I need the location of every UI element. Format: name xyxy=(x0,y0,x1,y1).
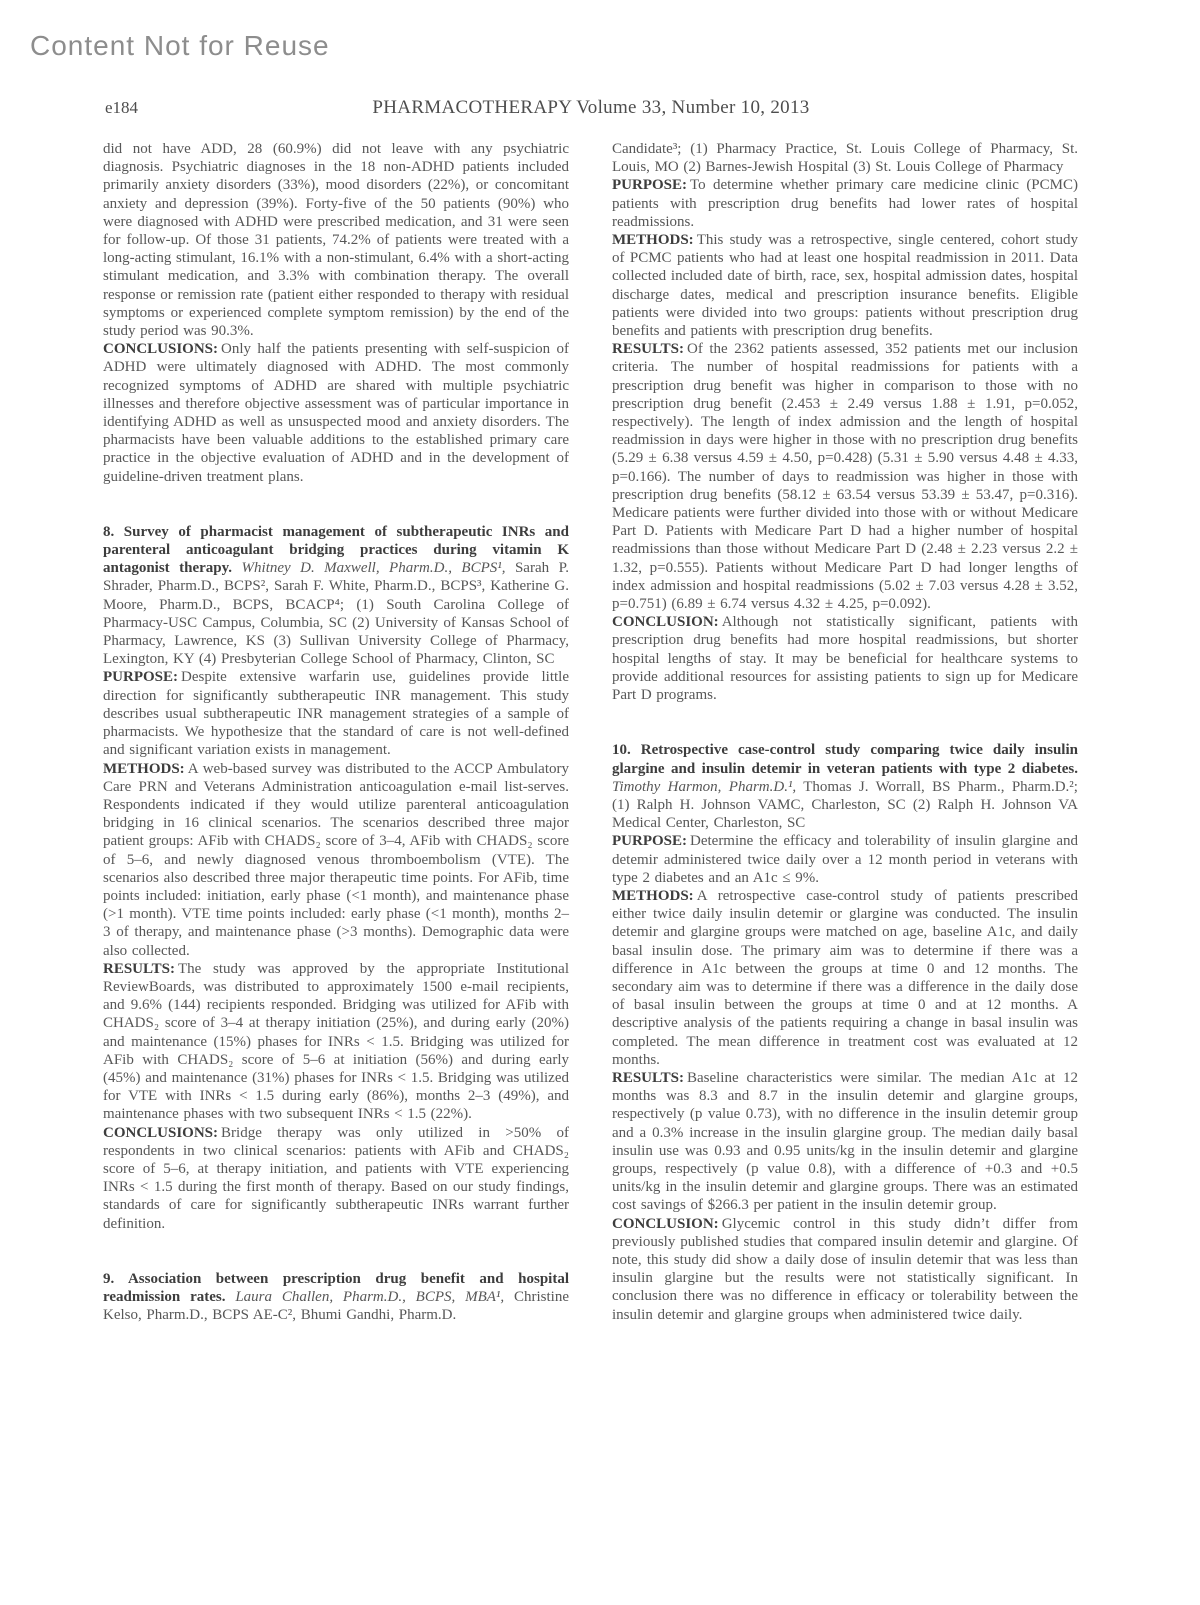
abstract9-affiliations: (1) Pharmacy Practice, St. Louis College of Pharmacy, St. Louis, MO (2) Barnes-Jewish Hospital (3) St. Louis College of Pharmacy xyxy=(612,141,1078,176)
conclusions-text: Bridge therapy was only utilized in >50% of respondents in two clinical scenarios: patients with AFib and CHADS₂ score of 5–6, at therapy initiation, and patients with VTE experiencing INRs < 1.5 during the first month of therapy. Based on our study findings, standards of care for significantly subtherapeutic INRs warrant further definition. xyxy=(103,1124,569,1232)
methods-label: METHODS: xyxy=(612,232,694,249)
abstract9-heading-continuation xyxy=(612,140,1078,176)
purpose-label: PURPOSE: xyxy=(103,669,178,686)
abstract7-conclusions-paragraph xyxy=(103,340,569,486)
abstract10-conclusion-paragraph xyxy=(612,1215,1078,1324)
abstract8-first-author: Whitney D. Maxwell, Pharm.D., BCPS¹, xyxy=(241,560,506,577)
purpose-text: Despite extensive warfarin use, guidelines provide little direction for significantly subtherapeutic INR management. This study describes usual subtherapeutic INR management strategies of a sample of pharmacists. We hypothesize that the standard of care is not well-defined and significant variation exists in management. xyxy=(103,669,569,759)
abstract10-first-author: Timothy Harmon, Pharm.D.¹, xyxy=(612,778,797,795)
results-label: RESULTS: xyxy=(612,341,684,358)
abstract8-other-authors: Sarah P. Shrader, Pharm.D., BCPS², Sarah F. White, Pharm.D., BCPS³, Katherine G. Moore, Pharm.D., BCPS, BCACP⁴; xyxy=(103,560,570,613)
purpose-text: Determine the efficacy and tolerability of insulin glargine and detemir administered twice daily over a 12 month period in veterans with type 2 diabetes and an A1c ≤ 9%. xyxy=(612,833,1078,886)
purpose-label: PURPOSE: xyxy=(612,833,687,850)
abstract8-affiliations: (1) South Carolina College of Pharmacy-USC Campus, Columbia, SC (2) University of Kansas School of Pharmacy, Lawrence, KS (3) Sullivan University College of Pharmacy, Lexington, KY (4) Presbyterian College School of Pharmacy, Clinton, SC xyxy=(103,596,570,668)
results-text: Baseline characteristics were similar. The median A1c at 12 months was 8.3 and 8.7 in the insulin detemir and glargine groups, respectively (p value 0.73), with no difference in the insulin detemir group and a 0.3% increase in the insulin glargine group. The median daily basal insulin use was 0.93 and 0.95 units/kg in the insulin detemir and glargine groups, respectively (p value 0.8), with a difference of +0.3 and +0.5 units/kg in the insulin detemir and glargine groups. There was an estimated cost savings of $266.3 per patient in the insulin detemir group. xyxy=(612,1069,1078,1214)
abstract10-methods-paragraph xyxy=(612,887,1078,1069)
abstract10-affiliations: (1) Ralph H. Johnson VAMC, Charleston, SC (2) Ralph H. Johnson VA Medical Center, Charleston, SC xyxy=(612,796,1078,832)
conclusion-text: Although not statistically significant, patients with prescription drug benefits had more hospital readmissions, but shorter hospital lengths of stay. It may be beneficial for healthcare systems to provide additional resources for assisting patients to sign up for Medicare Part D programs. xyxy=(612,614,1078,704)
abstract7-continuation-paragraph: did not have ADD, 28 (60.9%) did not leave with any psychiatric diagnosis. Psychiatric diagnoses in the 18 non-ADHD patients included primarily anxiety disorders (33%), mood disorders (22%), or concomitant anxiety and depression (39%). Forty-five of the 50 patients (90%) who were diagnosed with ADHD were prescribed medication, and 31 were seen for follow-up. Of those 31 patients, 74.2% of patients were treated with a long-acting stimulant, 16.1% with a non-stimulant, 6.4% with a short-acting stimulant medication, and 3.3% with combination therapy. The overall response or remission rate (patient either responded to therapy with residual symptoms or experienced complete symptom remission) by the end of the study period was 90.3%. xyxy=(103,141,569,340)
conclusions-text: Only half the patients presenting with self-suspicion of ADHD were ultimately diagnosed with ADHD. The most commonly recognized symptoms of ADHD are shared with multiple psychiatric illnesses and therefore objective assessment was of particular importance in identifying ADHD as well as unsuspected mood and anxiety disorders. The pharmacists have been valuable additions to the established primary care practice in the objective evaluation of ADHD and in the development of guideline-driven treatment plans. xyxy=(103,341,569,485)
abstract9-title: 9. Association between prescription drug benefit and hospital readmission rates. xyxy=(103,1270,569,1305)
abstract9-heading xyxy=(103,1270,569,1325)
abstract8-conclusions-paragraph xyxy=(103,1124,569,1233)
abstract9-other-authors: Christine Kelso, Pharm.D., BCPS AE-C², Bhumi Gandhi, Pharm.D. xyxy=(103,1288,569,1324)
results-text: The study was approved by the appropriate Institutional ReviewBoards, was distributed to approximately 1500 e-mail recipients, and 9.6% (144) recipients responded. Bridging was utilized for AFib with CHADS₂ score of 3–4 at therapy initiation (25%), and during early (20%) and maintenance (15%) phases for INRs < 1.5. Bridging was utilized for AFib with CHADS₂ score of 5–6 at initiation (56%) and during early (45%) and maintenance (31%) phases for INRs < 1.5. Bridging was utilized for VTE with INRs < 1.5 during early (86%), months 2–3 (49%), and maintenance phases with two subsequent INRs < 1.5 (22%). xyxy=(103,960,569,1123)
abstract10-purpose-paragraph xyxy=(612,832,1078,887)
page-header xyxy=(103,97,1079,119)
abstract9-results-paragraph xyxy=(612,340,1078,613)
watermark-text: Content Not for Reuse xyxy=(30,30,330,61)
purpose-text: To determine whether primary care medicine clinic (PCMC) patients with prescription drug benefits had lower rates of hospital readmissions. xyxy=(612,177,1078,230)
two-column-body xyxy=(103,140,1078,1324)
methods-text: This study was a retrospective, single centered, cohort study of PCMC patients who had at least one hospital readmission in 2011. Data collected included date of birth, race, sex, hospital admission dates, hospital discharge dates, medical and prescription insurance benefits. Eligible patients were divided into two groups: patients without prescription drug benefits and patients with prescription drug benefits. xyxy=(612,232,1078,340)
abstract10-other-authors: Thomas J. Worrall, BS Pharm., Pharm.D.²; xyxy=(803,778,1078,795)
page-number: e184 xyxy=(105,98,139,117)
right-column xyxy=(612,140,1078,1324)
abstract10-heading xyxy=(612,741,1078,832)
conclusions-label: CONCLUSIONS: xyxy=(103,1124,219,1141)
results-label: RESULTS: xyxy=(612,1069,684,1086)
conclusions-label: CONCLUSIONS: xyxy=(103,341,219,358)
conclusion-label: CONCLUSION: xyxy=(612,1215,719,1232)
abstract8-purpose-paragraph xyxy=(103,668,569,759)
abstract9-methods-paragraph xyxy=(612,231,1078,340)
abstract10-title: 10. Retrospective case-control study comparing twice daily insulin glargine and insulin detemir in veteran patients with type 2 diabetes. xyxy=(612,742,1078,777)
conclusion-label: CONCLUSION: xyxy=(612,614,719,631)
journal-title-line: PHARMACOTHERAPY Volume 33, Number 10, 2013 xyxy=(372,97,810,118)
results-label: RESULTS: xyxy=(103,960,175,977)
abstract10-results-paragraph xyxy=(612,1069,1078,1215)
results-text: Of the 2362 patients assessed, 352 patients met our inclusion criteria. The number of hospital readmissions for patients with a prescription drug benefit was higher in comparison to those with no prescription drug benefit (2.453 ± 2.49 versus 1.88 ± 1.91, p=0.052, respectively). The length of index admission and the length of hospital readmission in days were higher in those with no prescription drug benefits (5.29 ± 6.38 versus 4.59 ± 4.50, p=0.428) (5.31 ± 5.90 versus 4.48 ± 4.33, p=0.166). The number of days to readmission was higher in those with prescription drug benefits (58.12 ± 63.54 versus 53.39 ± 53.47, p=0.316). Medicare patients were further divided into those with or without Medicare Part D. Patients with Medicare Part D had a higher number of hospital readmissions than those without Medicare Part D (2.48 ± 2.23 versus 2.2 ± 1.32, p=0.555). Patients without Medicare Part D had longer lengths of index admission and hospital readmissions (5.02 ± 7.03 versus 4.28 ± 3.52, p=0.751) (6.89 ± 6.74 versus 4.32 ± 4.25, p=0.092). xyxy=(612,341,1078,613)
abstract8-heading xyxy=(103,523,569,669)
methods-text: A web-based survey was distributed to the ACCP Ambulatory Care PRN and Veterans Administration anticoagulation e-mail list-serves. Respondents indicated if they would utilize parenteral anticoagulation bridging in 16 clinical scenarios. The scenarios described three major patient groups: AFib with CHADS₂ score of 3–4, AFib with CHADS₂ score of 5–6, and newly diagnosed venous thromboembolism (VTE). The scenarios also described three major therapeutic time points. For AFib, time points included: initiation, early phase (<1 month), and maintenance phase (>1 month). VTE time points included: early phase (<1 month), months 2–3 of therapy, and maintenance phase (>3 months). Demographic data were also collected. xyxy=(103,760,569,959)
methods-text: A retrospective case-control study of patients prescribed either twice daily insulin detemir or glargine was conducted. The insulin detemir and glargine groups were matched on age, baseline A1c, and daily basal insulin dose. The primary aim was to determine if there was a difference in A1c between the groups at time 0 and 12 months. The secondary aim was to determine if there was a difference in the daily dose of basal insulin between the groups at time 0 and at 12 months. A descriptive analysis of the patients requiring a change in basal insulin was completed. The mean difference in treatment cost was evaluated at 12 months. xyxy=(612,887,1078,1068)
abstract8-title: 8. Survey of pharmacist management of subtherapeutic INRs and parenteral anticoagulant bridging practices during vitamin K antagonist therapy. xyxy=(103,523,569,577)
abstract8-methods-paragraph xyxy=(103,760,569,960)
abstract9-authors-continued: Candidate³; xyxy=(612,141,682,157)
purpose-label: PURPOSE: xyxy=(612,177,687,194)
abstract9-conclusion-paragraph xyxy=(612,613,1078,704)
conclusion-text: Glycemic control in this study didn’t differ from previously published studies that compared insulin detemir and glargine. Of note, this study did show a daily dose of insulin detemir that was less than insulin glargine but the results were not statistically significant. In conclusion there was no difference in efficacy or tolerability between the insulin detemir and glargine groups when administered twice daily. xyxy=(612,1215,1078,1323)
left-column xyxy=(103,140,569,1324)
abstract8-results-paragraph xyxy=(103,960,569,1124)
abstract9-first-author: Laura Challen, Pharm.D., BCPS, MBA¹, xyxy=(235,1288,505,1305)
methods-label: METHODS: xyxy=(612,887,694,904)
methods-label: METHODS: xyxy=(103,760,185,777)
abstract9-purpose-paragraph xyxy=(612,176,1078,231)
